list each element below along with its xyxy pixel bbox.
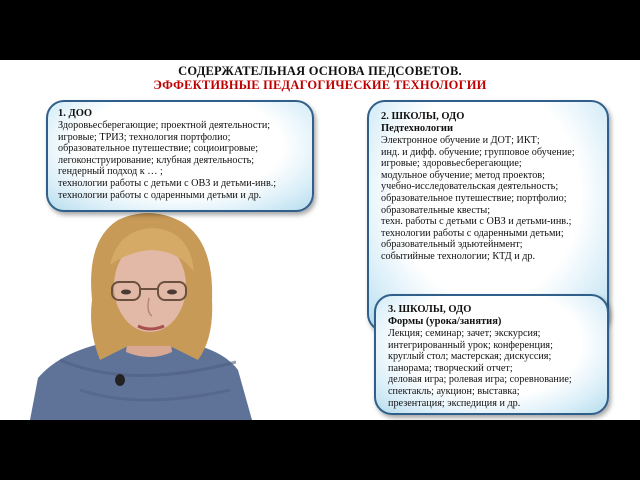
box-schools-line: образовательное путешествие; портфолио; xyxy=(381,192,567,204)
box-doo-line: гендерный подход к … ; xyxy=(58,166,163,178)
box-forms-line: интегрированный урок; конференция; xyxy=(388,339,553,351)
box-schools-line: событийные технологии; КТД и др. xyxy=(381,250,536,262)
box-doo-line: технологии работы с одаренными детьми и др. xyxy=(58,189,262,201)
box-forms-line: презентация; экспедиция и др. xyxy=(388,397,521,409)
box-doo-line: игровые; ТРИЗ; технология портфолио; xyxy=(58,131,231,143)
box-schools-subheading: Педтехнологии xyxy=(381,123,454,134)
box-schools-line: игровые; здоровьесберегающие; xyxy=(381,158,522,170)
box-schools-line: образовательный эдьютейнмент; xyxy=(381,239,523,251)
box-schools-line: модульное обучение; метод проектов; xyxy=(381,169,545,181)
box-schools-line: образовательные квесты; xyxy=(381,204,491,216)
presentation-slide xyxy=(0,60,640,420)
box-schools-line: учебно-исследовательская деятельность; xyxy=(381,181,559,193)
box-doo xyxy=(46,100,314,212)
box-doo-line: образовательное путешествие; социоигровые; xyxy=(58,143,259,155)
box-doo-line: технологии работы с детьми с ОВЗ и детьми-инв.; xyxy=(58,177,277,189)
box-forms-heading: 3. ШКОЛЫ, ОДО xyxy=(388,304,472,315)
box-doo-line: Здоровьесберегающие; проектной деятельности; xyxy=(58,120,271,131)
box-schools-heading: 2. ШКОЛЫ, ОДО xyxy=(381,111,465,122)
slide-subtitle: ЭФФЕКТИВНЫЕ ПЕДАГОГИЧЕСКИЕ ТЕХНОЛОГИИ xyxy=(153,78,487,92)
box-forms-line: панорама; творческий отчет; xyxy=(388,362,513,374)
slide-title: СОДЕРЖАТЕЛЬНАЯ ОСНОВА ПЕДСОВЕТОВ. xyxy=(178,64,462,78)
box-doo-heading: 1. ДОО xyxy=(58,108,93,119)
box-schools-line: Электронное обучение и ДОТ; ИКТ; xyxy=(381,135,540,146)
box-doo-line: легоконструирование; клубная деятельность; xyxy=(58,154,255,166)
box-schools-line: инд. и дифф. обучение; групповое обучение; xyxy=(381,146,575,158)
box-forms-line: круглый стол; мастерская; дискуссия; xyxy=(388,351,552,363)
box-forms-line: Лекция; семинар; зачет; экскурсия; xyxy=(388,328,541,339)
box-forms-line: деловая игра; ролевая игра; соревнование; xyxy=(388,374,572,386)
box-schools-line: техн. работы с детьми с ОВЗ и детьми-инв.; xyxy=(381,216,572,228)
box-forms-subheading: Формы (урока/занятия) xyxy=(388,316,502,327)
box-schools-line: технологии работы с одаренными детьми; xyxy=(381,227,564,239)
box-schools-forms xyxy=(374,294,609,415)
box-forms-line: спектакль; аукцион; выставка; xyxy=(388,385,520,397)
